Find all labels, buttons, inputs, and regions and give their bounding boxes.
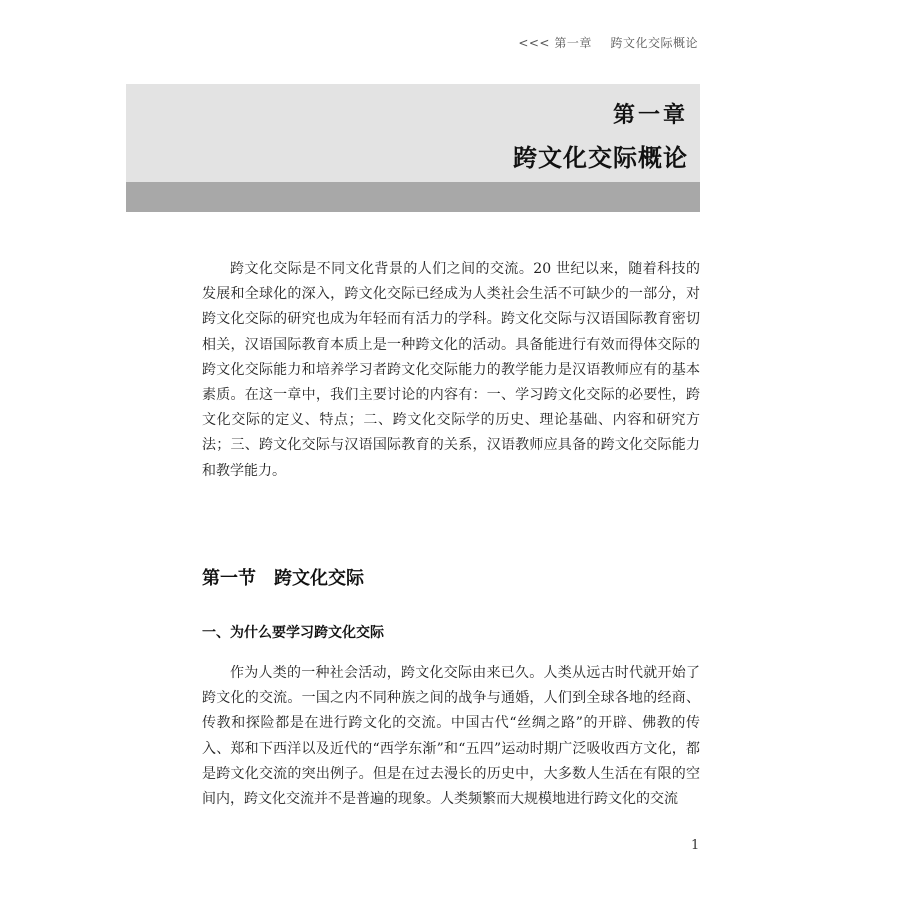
- body-paragraph: 作为人类的一种社会活动，跨文化交际由来已久。人类从远古时代就开始了跨文化的交流。一国之内不同种族之间的战争与通婚，人们到全球各地的经商、传教和探险都是在进行跨文化的交流。中国古代“丝绸之路”的开辟、佛教的传入、郑和下西洋以及近代的“西学东渐”和“五四”运动时期广泛吸收西方文化，都是跨文化交流的突出例子。但是在过去漫长的历史中，大多数人生活在有限的空间内，跨文化交流并不是普遍的现象。人类频繁而大规模地进行跨文化的交流: [202, 665, 700, 808]
- chapter-number: 第一章: [612, 102, 688, 128]
- intro-paragraph: 跨文化交际是不同文化背景的人们之间的交流。20 世纪以来，随着科技的发展和全球化的深入，跨文化交际已经成为人类社会生活不可缺少的一部分，对跨文化交际的研究也成为年轻而有活力的学科。跨文化交际与汉语国际教育密切相关，汉语国际教育本质上是一种跨文化的活动。具备能进行有效而得体交际的跨文化交际能力和培养学习者跨文化交际能力的教学能力是汉语教师应有的基本素质。在这一章中，我们主要讨论的内容有：一、学习跨文化交际的必要性，跨文化交际的定义、特点；二、跨文化交际学的历史、理论基础、内容和研究方法；三、跨文化交际与汉语国际教育的关系，汉语教师应具备的跨文化交际能力和教学能力。: [202, 261, 700, 479]
- subsection-heading: 一、为什么要学习跨文化交际: [202, 625, 384, 641]
- page-number: 1: [691, 838, 700, 853]
- chapter-header: [126, 84, 700, 182]
- running-head-marker: <<<: [518, 36, 550, 50]
- section-heading: 第一节 跨文化交际: [202, 568, 364, 589]
- chapter-header-band: [126, 182, 700, 212]
- running-head-chapter: 第一章: [554, 36, 592, 50]
- running-head: [518, 34, 698, 51]
- running-head-title: 跨文化交际概论: [610, 36, 698, 50]
- chapter-title: 跨文化交际概论: [513, 143, 688, 172]
